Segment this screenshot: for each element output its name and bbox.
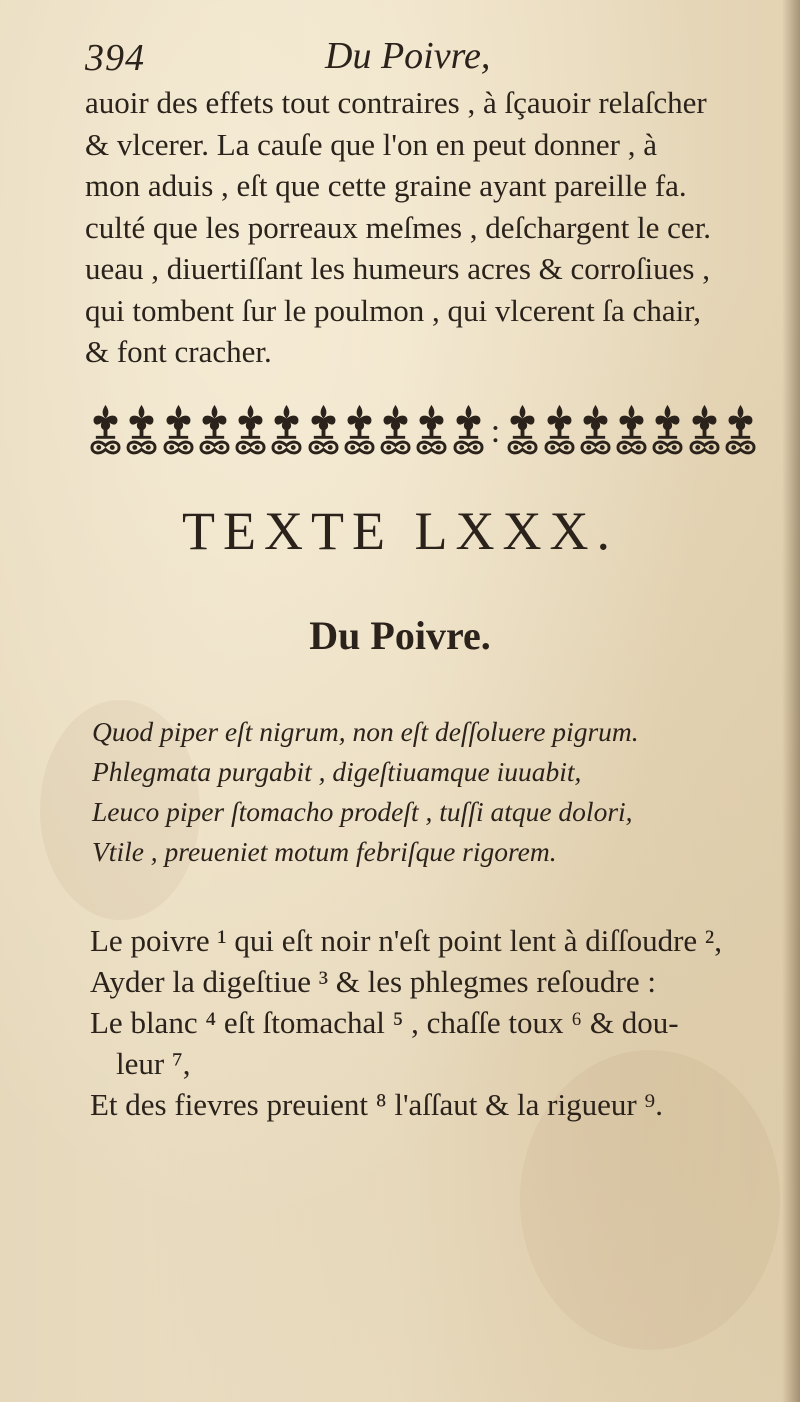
prose-paragraph [85, 82, 765, 373]
fleuron-icon [269, 403, 304, 461]
running-head: Du Poivre, [325, 35, 491, 77]
fleuron-icon [378, 403, 413, 461]
french-verse-line: Et des fievres preuient ⁸ l'aſſaut & la rigueur ⁹. [90, 1087, 663, 1122]
fleuron-icon [124, 403, 159, 461]
prose-line: auoir des effets tout contraires , à ſçauoir relaſcher [85, 85, 707, 120]
prose-line: & vlcerer. La cauſe que l'on en peut donner , à [85, 126, 657, 162]
fleuron-icon [161, 403, 196, 461]
fleuron-ornament-band [88, 400, 758, 464]
fleuron-icon [88, 403, 123, 461]
fleuron-icon [578, 403, 613, 461]
page-header [85, 30, 765, 78]
latin-verse [92, 712, 772, 872]
french-verse-line: Ayder la digeſtiue ³ & les phlegmes reſoudre : [90, 964, 657, 999]
page-gutter-shadow [782, 0, 800, 1402]
fleuron-icon [197, 403, 232, 461]
prose-line: culté que les porreaux meſmes , deſchargent le cer. [85, 209, 712, 245]
fleuron-icon [542, 403, 577, 461]
prose-line: & font cracher. [85, 334, 272, 369]
fleuron-icon [451, 403, 486, 461]
prose-line: mon aduis , eſt que cette graine ayant pareille fa. [85, 168, 687, 203]
fleuron-icon [306, 403, 341, 461]
fleuron-icon [614, 403, 649, 461]
french-verse-line: leur ⁷, [116, 1046, 191, 1081]
section-title: TEXTE LXXX. [182, 501, 618, 561]
french-verse-line: Le poivre ¹ qui eſt noir n'eſt point lent à diſſoudre ², [90, 923, 722, 958]
fleuron-icon [687, 403, 722, 461]
latin-verse-line: Quod piper eſt nigrum, non eſt deſſoluere pigrum. [92, 716, 639, 747]
latin-verse-line: Phlegmata purgabit , digeſtiuamque iuuabit, [92, 756, 582, 787]
fleuron-icon [414, 403, 449, 461]
french-verse [90, 920, 770, 1125]
fleuron-icon [650, 403, 685, 461]
fleuron-icon [342, 403, 377, 461]
fleuron-icon [505, 403, 540, 461]
latin-verse-line: Vtile , preueniet motum febriſque rigorem. [92, 836, 557, 867]
latin-verse-line: Leuco piper ſtomacho prodeſt , tuſſi atque dolori, [92, 796, 633, 827]
page-number: 394 [85, 37, 145, 79]
prose-line: qui tombent ſur le poulmon , qui vlcerent ſa chair, [85, 292, 702, 328]
ornament-separator: : [490, 413, 501, 450]
french-verse-line: Le blanc ⁴ eſt ſtomachal ⁵ , chaſſe toux ⁶ & dou- [90, 1005, 679, 1040]
fleuron-icon [723, 403, 758, 461]
prose-line: ueau , diuertiſſant les humeurs acres & corroſiues , [85, 251, 710, 286]
section-subtitle: Du Poivre. [309, 613, 491, 658]
fleuron-icon [233, 403, 268, 461]
